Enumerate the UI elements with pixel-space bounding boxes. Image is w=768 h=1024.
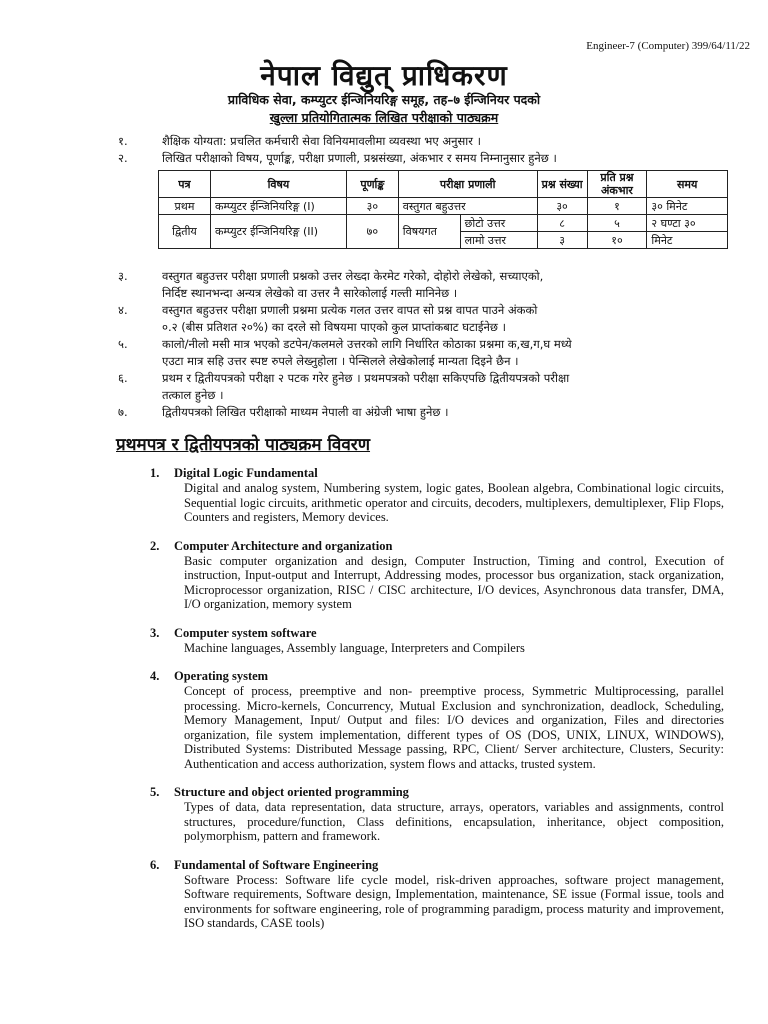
subtitle-service: प्राविधिक सेवा, कम्प्युटर ईन्जिनियरिङ्ग समूह, तह–७ ईन्जिनियर पदको	[227, 92, 541, 107]
cell-time: २ घण्टा ३०	[647, 215, 728, 232]
rule-text	[162, 336, 728, 370]
rule-line: निर्दिष्ट स्थानभन्दा अन्यत्र लेखेको वा उत्तर नै सारेकोलाई गल्ती मानिनेछ ।	[162, 286, 458, 300]
topic-item	[150, 466, 724, 525]
cell-weight: ५	[587, 215, 647, 232]
rule-line: तत्काल हुनेछ ।	[162, 388, 224, 402]
subtitle-syllabus	[0, 109, 768, 126]
topic-body: Concept of process, preemptive and non- preemptive process, Symmetric Multiprocessing, parallel processing. Micro-kernels, Concurrency, Mutual Exclusion and synchronization, deadlock, Scheduling, Memory Management, Input/ Output and files: I/O devices and organization, Files and directories organization, file system implementation, different types of OS (DOS, UNIX, LINUX, WINDOWS), Distributed Systems: Distributed Message passing, RPC, Client/ Server architecture, Clusters, Security: Authentication and access authorization, system flows and attacks, trusted system.	[184, 684, 724, 771]
topic-item	[150, 626, 724, 656]
topic-title: Structure and object oriented programming	[174, 785, 409, 799]
topic-body: Digital and analog system, Numbering system, logic gates, Boolean algebra, Combinational logic circuits, Sequential logic circuits, arithmetic operator and circuits, decoders, multiplexers, demultiplexer, Flip Flops, Counters and registers, Memory devices.	[184, 481, 724, 524]
topic-header	[150, 466, 724, 481]
topic-number: 6.	[150, 857, 160, 872]
table-header-row	[159, 171, 728, 198]
topic-title: Digital Logic Fundamental	[174, 466, 318, 480]
cell-marks: ३०	[346, 198, 398, 215]
cell-system: विषयगत	[398, 215, 460, 249]
topic-item	[150, 858, 724, 931]
rule-line: प्रथम र द्वितीयपत्रको परीक्षा २ पटक गरेर हुनेछ । प्रथमपत्रको परीक्षा सकिएपछि द्वितीयपत्रको परीक्षा	[162, 371, 570, 385]
header-count: प्रश्न संख्या	[537, 171, 587, 198]
topic-number: 1.	[150, 466, 160, 480]
rule-line: वस्तुगत बहुउत्तर परीक्षा प्रणाली प्रश्नको उत्तर लेख्दा केरमेट गरेको, दोहोरो लेखेको, सच्याएको,	[162, 269, 544, 283]
subtitle-syllabus-text: खुल्ला प्रतियोगितात्मक लिखित परीक्षाको पाठ्यक्रम	[269, 110, 499, 125]
rule-text	[162, 302, 728, 336]
topic-number: 4.	[150, 669, 160, 683]
cell-count: ३	[537, 232, 587, 249]
header-time: समय	[647, 171, 728, 198]
list-item	[118, 133, 728, 149]
header-system: परीक्षा प्रणाली	[398, 171, 537, 198]
syllabus-topics	[150, 466, 724, 945]
topic-header	[150, 785, 724, 800]
rule-number: ७.	[118, 405, 128, 419]
topic-header	[150, 539, 724, 554]
topic-body: Software Process: Software life cycle model, risk-driven approaches, software project management, Software requirements, Software design, Implementation, maintenance, SE issue (Formal issue, tools and environments for software engineering, role of programming paradigm, process maturity and improvement, ISO standards, CASE tools)	[184, 872, 724, 930]
topic-body: Types of data, data representation, data structure, arrays, operators, variables and assignments, control structures, procedure/function, Class definitions, encapsulation, inheritance, object composition, polymorphism, pattern and framework.	[184, 800, 724, 843]
cell-count: ८	[537, 215, 587, 232]
cell-subsystem: छोटो उत्तर	[460, 215, 537, 232]
topic-title: Computer system software	[174, 625, 317, 640]
rule-line: द्वितीयपत्रको लिखित परीक्षाको माध्यम नेपाली वा अंग्रेजी भाषा हुनेछ ।	[162, 405, 449, 419]
table-row	[159, 215, 728, 232]
rule-text	[162, 268, 728, 302]
topic-body: Machine languages, Assembly language, Interpreters and Compilers	[184, 640, 525, 655]
list-item	[118, 302, 728, 336]
list-item	[118, 404, 728, 421]
rule-number: ४.	[118, 303, 128, 317]
table-row	[159, 198, 728, 215]
topic-number: 3.	[150, 625, 160, 640]
cell-system: वस्तुगत बहुउत्तर	[398, 198, 537, 215]
topic-body: Basic computer organization and design, Computer Instruction, Timing and control, Execution of instruction, Input-output and Interrupt, Addressing modes, processor bus organization, stack organization, Microprocessor organization, RISC / CISC architecture, I/O devices, Asynchronous data transfer, DMA, I/O organization, memory system	[184, 553, 724, 611]
list-item	[118, 268, 728, 302]
rule-number: १.	[118, 134, 128, 148]
cell-weight: १०	[587, 232, 647, 249]
section-heading: प्रथमपत्र र द्वितीयपत्रको पाठ्यक्रम विवरण	[116, 435, 371, 455]
cell-count: ३०	[537, 198, 587, 215]
list-item	[118, 150, 728, 166]
topic-number: 2.	[150, 538, 160, 553]
rules-bottom-list	[118, 268, 728, 421]
header-subject: विषय	[210, 171, 346, 198]
rule-number: २.	[118, 151, 128, 165]
topic-title: Operating system	[174, 669, 269, 683]
rule-text: शैक्षिक योग्यता: प्रचलित कर्मचारी सेवा विनियमावलीमा व्यवस्था भए अनुसार ।	[162, 134, 482, 148]
rule-line: ०.२ (बीस प्रतिशत २०%) का दरले सो विषयमा पाएको कुल प्राप्तांकबाट घटाईनेछ ।	[162, 320, 506, 334]
topic-number: 5.	[150, 785, 160, 799]
topic-title: Fundamental of Software Engineering	[174, 857, 379, 872]
list-item	[118, 370, 728, 404]
topic-header	[150, 858, 724, 873]
cell-marks: ७०	[346, 215, 398, 249]
rule-number: ६.	[118, 371, 128, 385]
rule-line: वस्तुगत बहुउत्तर परीक्षा प्रणाली प्रश्नमा प्रत्येक गलत उत्तर वापत सो प्रश्न वापत पाउने अंकको	[162, 303, 538, 317]
cell-time: ३० मिनेट	[647, 198, 728, 215]
rule-text	[162, 370, 728, 404]
list-item	[118, 336, 728, 370]
topic-header	[150, 626, 724, 641]
rule-text	[162, 404, 728, 421]
rule-text: लिखित परीक्षाको विषय, पूर्णाङ्क, परीक्षा प्रणाली, प्रश्नसंख्या, अंकभार र समय निम्नानुसार हुनेछ ।	[162, 151, 557, 165]
header-marks: पूर्णाङ्क	[346, 171, 398, 198]
topic-item	[150, 785, 724, 844]
header-paper: पत्र	[159, 171, 211, 198]
cell-subsystem: लामो उत्तर	[460, 232, 537, 249]
document-code: Engineer-7 (Computer) 399/64/11/22	[586, 40, 750, 52]
header-weight: प्रति प्रश्न अंकभार	[587, 171, 647, 198]
rule-number: ५.	[118, 337, 128, 351]
exam-table	[158, 170, 728, 249]
topic-item	[150, 669, 724, 771]
topic-title: Computer Architecture and organization	[174, 538, 393, 553]
page-title: नेपाल विद्युत् प्राधिकरण	[260, 59, 508, 92]
cell-subject: कम्प्युटर ईन्जिनियरिङ्ग (II)	[210, 215, 346, 249]
cell-subject: कम्प्युटर ईन्जिनियरिङ्ग (I)	[210, 198, 346, 215]
cell-time: मिनेट	[647, 232, 728, 249]
cell-weight: १	[587, 198, 647, 215]
cell-paper: प्रथम	[159, 198, 211, 215]
cell-paper: द्वितीय	[159, 215, 211, 249]
rule-line: एउटा मात्र सहि उत्तर स्पष्ट रुपले लेख्नुहोला । पेन्सिलले लेखेकोलाई मान्यता दिइने छैन ।	[162, 354, 519, 368]
rules-top-list	[118, 133, 728, 167]
rule-line: कालो/नीलो मसी मात्र भएको डटपेन/कलमले उत्तरको लागि निर्धारित कोठाका प्रश्नमा क,ख,ग,घ मध्ये	[162, 337, 572, 351]
topic-item	[150, 539, 724, 612]
rule-number: ३.	[118, 269, 128, 283]
topic-header	[150, 669, 724, 684]
